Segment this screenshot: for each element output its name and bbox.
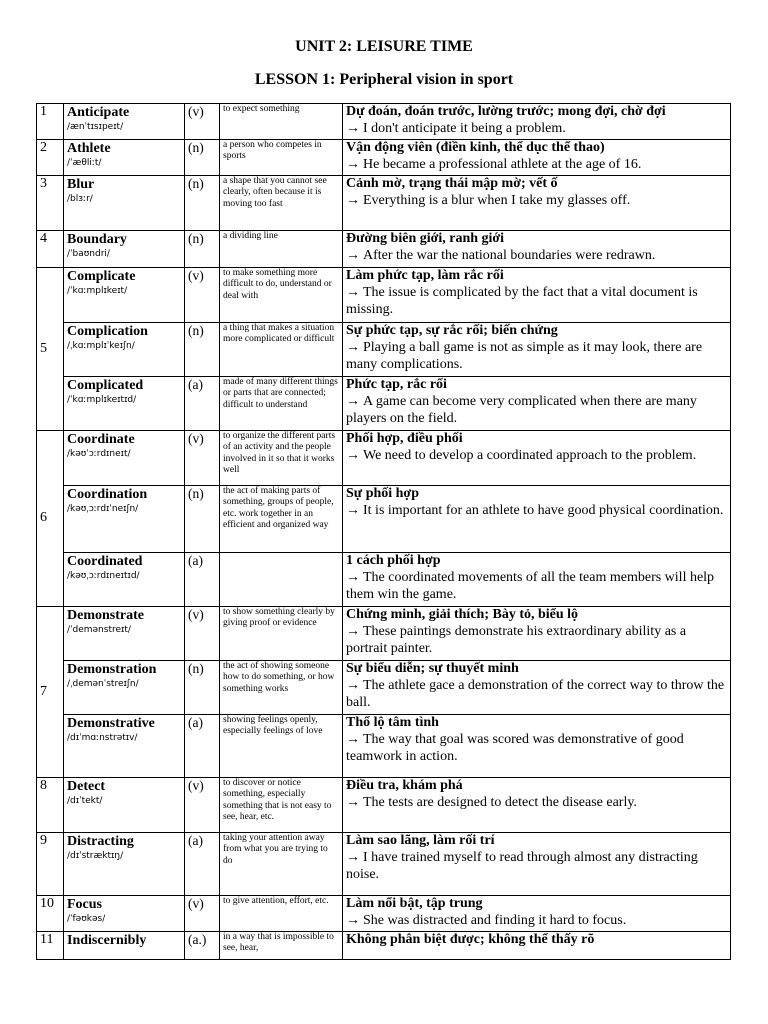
english-definition: the act of making parts of something, groups of people, etc. work together in an efficient and organized way [220, 486, 343, 553]
english-definition: to discover or notice something, especially something that is not easy to see, hear, etc. [220, 778, 343, 833]
example-sentence [346, 624, 727, 658]
example-text: After the war the national boundaries were redrawn. [363, 247, 656, 263]
arrow-icon: → [346, 731, 360, 747]
meaning-cell [343, 778, 731, 833]
row-number: 9 [37, 833, 64, 896]
row-number: 4 [37, 231, 64, 268]
meaning-cell [343, 607, 731, 661]
arrow-icon: → [346, 339, 360, 355]
arrow-icon: → [346, 120, 360, 136]
example-text: We need to develop a coordinated approach to the problem. [363, 447, 697, 463]
arrow-icon: → [346, 284, 360, 300]
pronunciation: /kəʊˈɔːrdɪneɪt/ [67, 449, 131, 459]
table-row [37, 896, 731, 932]
example-sentence [346, 121, 727, 138]
example-text: It is important for an athlete to have good physical coordination. [363, 502, 724, 518]
headword: Blur [67, 177, 95, 192]
example-sentence [346, 157, 727, 174]
part-of-speech: (n) [185, 661, 220, 715]
table-row [37, 932, 731, 960]
example-sentence [346, 678, 727, 712]
vietnamese-meaning: Thổ lộ tâm tình [346, 715, 439, 730]
example-text: These paintings demonstrate his extraordinary ability as a portrait painter. [346, 623, 687, 656]
english-definition: in a way that is impossible to see, hear, [220, 932, 343, 960]
arrow-icon: → [346, 794, 360, 810]
part-of-speech: (n) [185, 231, 220, 268]
part-of-speech: (n) [185, 176, 220, 231]
pronunciation: /ˈkɑːmplɪkeɪtɪd/ [67, 395, 137, 405]
part-of-speech: (v) [185, 896, 220, 932]
arrow-icon: → [346, 247, 360, 263]
meaning-cell [343, 176, 731, 231]
example-sentence [346, 448, 727, 465]
headword: Demonstrate [67, 608, 144, 623]
table-row [37, 323, 731, 377]
english-definition: a thing that makes a situation more complicated or difficult [220, 323, 343, 377]
vietnamese-meaning: Sự phối hợp [346, 486, 419, 501]
part-of-speech: (v) [185, 607, 220, 661]
arrow-icon: → [346, 393, 360, 409]
row-number: 8 [37, 778, 64, 833]
word-cell [64, 104, 185, 140]
part-of-speech: (v) [185, 268, 220, 323]
example-text: The athlete gace a demonstration of the correct way to throw the ball. [346, 677, 725, 710]
word-cell [64, 431, 185, 486]
part-of-speech: (n) [185, 140, 220, 176]
part-of-speech: (v) [185, 431, 220, 486]
example-text: I have trained myself to read through almost any distracting noise. [346, 849, 698, 882]
arrow-icon: → [346, 502, 360, 518]
table-row [37, 778, 731, 833]
table-row [37, 661, 731, 715]
word-cell [64, 176, 185, 231]
english-definition: a dividing line [220, 231, 343, 268]
headword: Complicated [67, 378, 144, 393]
part-of-speech: (a.) [185, 932, 220, 960]
table-row [37, 176, 731, 231]
pronunciation: /ˈfəʊkəs/ [67, 914, 106, 924]
headword: Detect [67, 779, 106, 794]
vietnamese-meaning: Dự đoán, đoán trước, lường trước; mong đợi, chờ đợi [346, 104, 666, 119]
example-text: The coordinated movements of all the team members will help them win the game. [346, 569, 715, 602]
meaning-cell [343, 104, 731, 140]
english-definition: to expect something [220, 104, 343, 140]
table-row [37, 140, 731, 176]
word-cell [64, 661, 185, 715]
english-definition: a shape that you cannot see clearly, often because it is moving too fast [220, 176, 343, 231]
part-of-speech: (a) [185, 377, 220, 431]
table-row [37, 104, 731, 140]
meaning-cell [343, 268, 731, 323]
arrow-icon: → [346, 849, 360, 865]
headword: Anticipate [67, 105, 130, 120]
pronunciation: /kəʊˌɔːrdɪˈneɪʃn/ [67, 504, 139, 514]
pronunciation: /ˈbaʊndri/ [67, 249, 110, 259]
english-definition: to show something clearly by giving proof or evidence [220, 607, 343, 661]
pronunciation: /blɜːr/ [67, 194, 93, 204]
headword: Demonstration [67, 662, 157, 677]
example-sentence [346, 913, 727, 930]
pronunciation: /ˈdemənstreɪt/ [67, 625, 131, 635]
meaning-cell [343, 377, 731, 431]
vietnamese-meaning: Vận động viên (điền kinh, thể dục thể thao) [346, 140, 605, 155]
headword: Focus [67, 897, 102, 912]
headword: Athlete [67, 141, 111, 156]
vietnamese-meaning: Điều tra, khám phá [346, 778, 463, 793]
arrow-icon: → [346, 192, 360, 208]
meaning-cell [343, 932, 731, 960]
english-definition: the act of showing someone how to do something, or how something works [220, 661, 343, 715]
example-sentence [346, 248, 727, 265]
example-sentence [346, 340, 727, 374]
headword: Complication [67, 324, 148, 339]
word-cell [64, 486, 185, 553]
row-number: 2 [37, 140, 64, 176]
pronunciation: /ˌdemənˈstreɪʃn/ [67, 679, 139, 689]
english-definition: to organize the different parts of an activity and the people involved in it so that it works well [220, 431, 343, 486]
part-of-speech: (a) [185, 715, 220, 778]
example-text: He became a professional athlete at the age of 16. [363, 156, 642, 172]
example-text: She was distracted and finding it hard to focus. [363, 912, 627, 928]
headword: Indiscernibly [67, 933, 147, 948]
vietnamese-meaning: Làm sao lãng, làm rối trí [346, 833, 495, 848]
pronunciation: /ˈæθliːt/ [67, 158, 102, 168]
arrow-icon: → [346, 569, 360, 585]
word-cell [64, 268, 185, 323]
vietnamese-meaning: Không phân biệt được; không thể thấy rõ [346, 932, 595, 947]
english-definition: a person who competes in sports [220, 140, 343, 176]
meaning-cell [343, 140, 731, 176]
vietnamese-meaning: Sự phức tạp, sự rắc rối; biến chứng [346, 323, 558, 338]
word-cell [64, 833, 185, 896]
english-definition: taking your attention away from what you are trying to do [220, 833, 343, 896]
word-cell [64, 607, 185, 661]
page-title: UNIT 2: LEISURE TIME [295, 38, 473, 55]
example-text: I don't anticipate it being a problem. [363, 120, 566, 136]
pronunciation: /ˌkɑːmplɪˈkeɪʃn/ [67, 341, 135, 351]
part-of-speech: (v) [185, 104, 220, 140]
vietnamese-meaning: Phối hợp, điều phối [346, 431, 463, 446]
arrow-icon: → [346, 623, 360, 639]
meaning-cell [343, 833, 731, 896]
meaning-cell [343, 896, 731, 932]
headword: Complicate [67, 269, 136, 284]
arrow-icon: → [346, 912, 360, 928]
vietnamese-meaning: Làm phức tạp, làm rắc rối [346, 268, 504, 283]
pronunciation: /kəʊˌɔːrdɪneɪtɪd/ [67, 571, 140, 581]
headword: Coordination [67, 487, 148, 502]
row-number: 1 [37, 104, 64, 140]
arrow-icon: → [346, 447, 360, 463]
word-cell [64, 231, 185, 268]
english-definition: to make something more difficult to do, understand or deal with [220, 268, 343, 323]
example-sentence [346, 394, 727, 428]
meaning-cell [343, 231, 731, 268]
table-row [37, 377, 731, 431]
row-number: 7 [37, 607, 64, 778]
headword: Demonstrative [67, 716, 155, 731]
pronunciation: /dɪˈtekt/ [67, 796, 103, 806]
example-sentence [346, 570, 727, 604]
row-number: 10 [37, 896, 64, 932]
english-definition: to give attention, effort, etc. [220, 896, 343, 932]
table-row [37, 431, 731, 486]
meaning-cell [343, 661, 731, 715]
vietnamese-meaning: Phức tạp, rắc rối [346, 377, 447, 392]
word-cell [64, 323, 185, 377]
table-row [37, 231, 731, 268]
vietnamese-meaning: Cảnh mờ, trạng thái mập mờ; vết ố [346, 176, 558, 191]
headword: Distracting [67, 834, 134, 849]
meaning-cell [343, 486, 731, 553]
example-sentence [346, 850, 727, 884]
example-sentence [346, 285, 727, 319]
example-text: The way that goal was scored was demonstrative of good teamwork in action. [346, 731, 684, 764]
meaning-cell [343, 715, 731, 778]
vietnamese-meaning: Đường biên giới, ranh giới [346, 231, 505, 246]
part-of-speech: (n) [185, 486, 220, 553]
english-definition: showing feelings openly, especially feelings of love [220, 715, 343, 778]
part-of-speech: (v) [185, 778, 220, 833]
part-of-speech: (a) [185, 553, 220, 607]
headword: Coordinated [67, 554, 143, 569]
headword: Boundary [67, 232, 127, 247]
english-definition [220, 553, 343, 607]
vietnamese-meaning: 1 cách phối hợp [346, 553, 441, 568]
word-cell [64, 715, 185, 778]
table-row [37, 268, 731, 323]
example-text: The tests are designed to detect the disease early. [363, 794, 637, 810]
part-of-speech: (n) [185, 323, 220, 377]
pronunciation: /ænˈtɪsɪpeɪt/ [67, 122, 124, 132]
example-text: Playing a ball game is not as simple as it may look, there are many complications. [346, 339, 703, 372]
pronunciation: /dɪˈstræktɪŋ/ [67, 851, 124, 861]
table-row [37, 715, 731, 778]
row-number: 3 [37, 176, 64, 231]
word-cell [64, 140, 185, 176]
vietnamese-meaning: Chứng minh, giải thích; Bày tỏ, biểu lộ [346, 607, 579, 622]
word-cell [64, 553, 185, 607]
meaning-cell [343, 323, 731, 377]
table-row [37, 486, 731, 553]
arrow-icon: → [346, 677, 360, 693]
row-number: 6 [37, 431, 64, 607]
example-sentence [346, 732, 727, 766]
word-cell [64, 896, 185, 932]
meaning-cell [343, 553, 731, 607]
vocabulary-table [36, 103, 731, 960]
example-sentence [346, 193, 727, 210]
arrow-icon: → [346, 156, 360, 172]
meaning-cell [343, 431, 731, 486]
word-cell [64, 932, 185, 960]
lesson-title: LESSON 1: Peripheral vision in sport [254, 71, 514, 88]
example-sentence [346, 795, 727, 812]
word-cell [64, 778, 185, 833]
part-of-speech: (a) [185, 833, 220, 896]
english-definition: made of many different things or parts that are connected; difficult to understand [220, 377, 343, 431]
pronunciation: /dɪˈmɑːnstrətɪv/ [67, 733, 138, 743]
row-number: 5 [37, 268, 64, 431]
pronunciation: /ˈkɑːmplɪkeɪt/ [67, 286, 128, 296]
example-text: The issue is complicated by the fact that a vital document is missing. [346, 284, 698, 317]
vietnamese-meaning: Sự biểu diễn; sự thuyết minh [346, 661, 519, 676]
row-number: 11 [37, 932, 64, 960]
table-row [37, 833, 731, 896]
vietnamese-meaning: Làm nổi bật, tập trung [346, 896, 483, 911]
example-text: Everything is a blur when I take my glasses off. [363, 192, 631, 208]
table-row [37, 553, 731, 607]
example-sentence [346, 503, 727, 520]
example-text: A game can become very complicated when there are many players on the field. [346, 393, 697, 426]
headword: Coordinate [67, 432, 135, 447]
word-cell [64, 377, 185, 431]
table-row [37, 607, 731, 661]
